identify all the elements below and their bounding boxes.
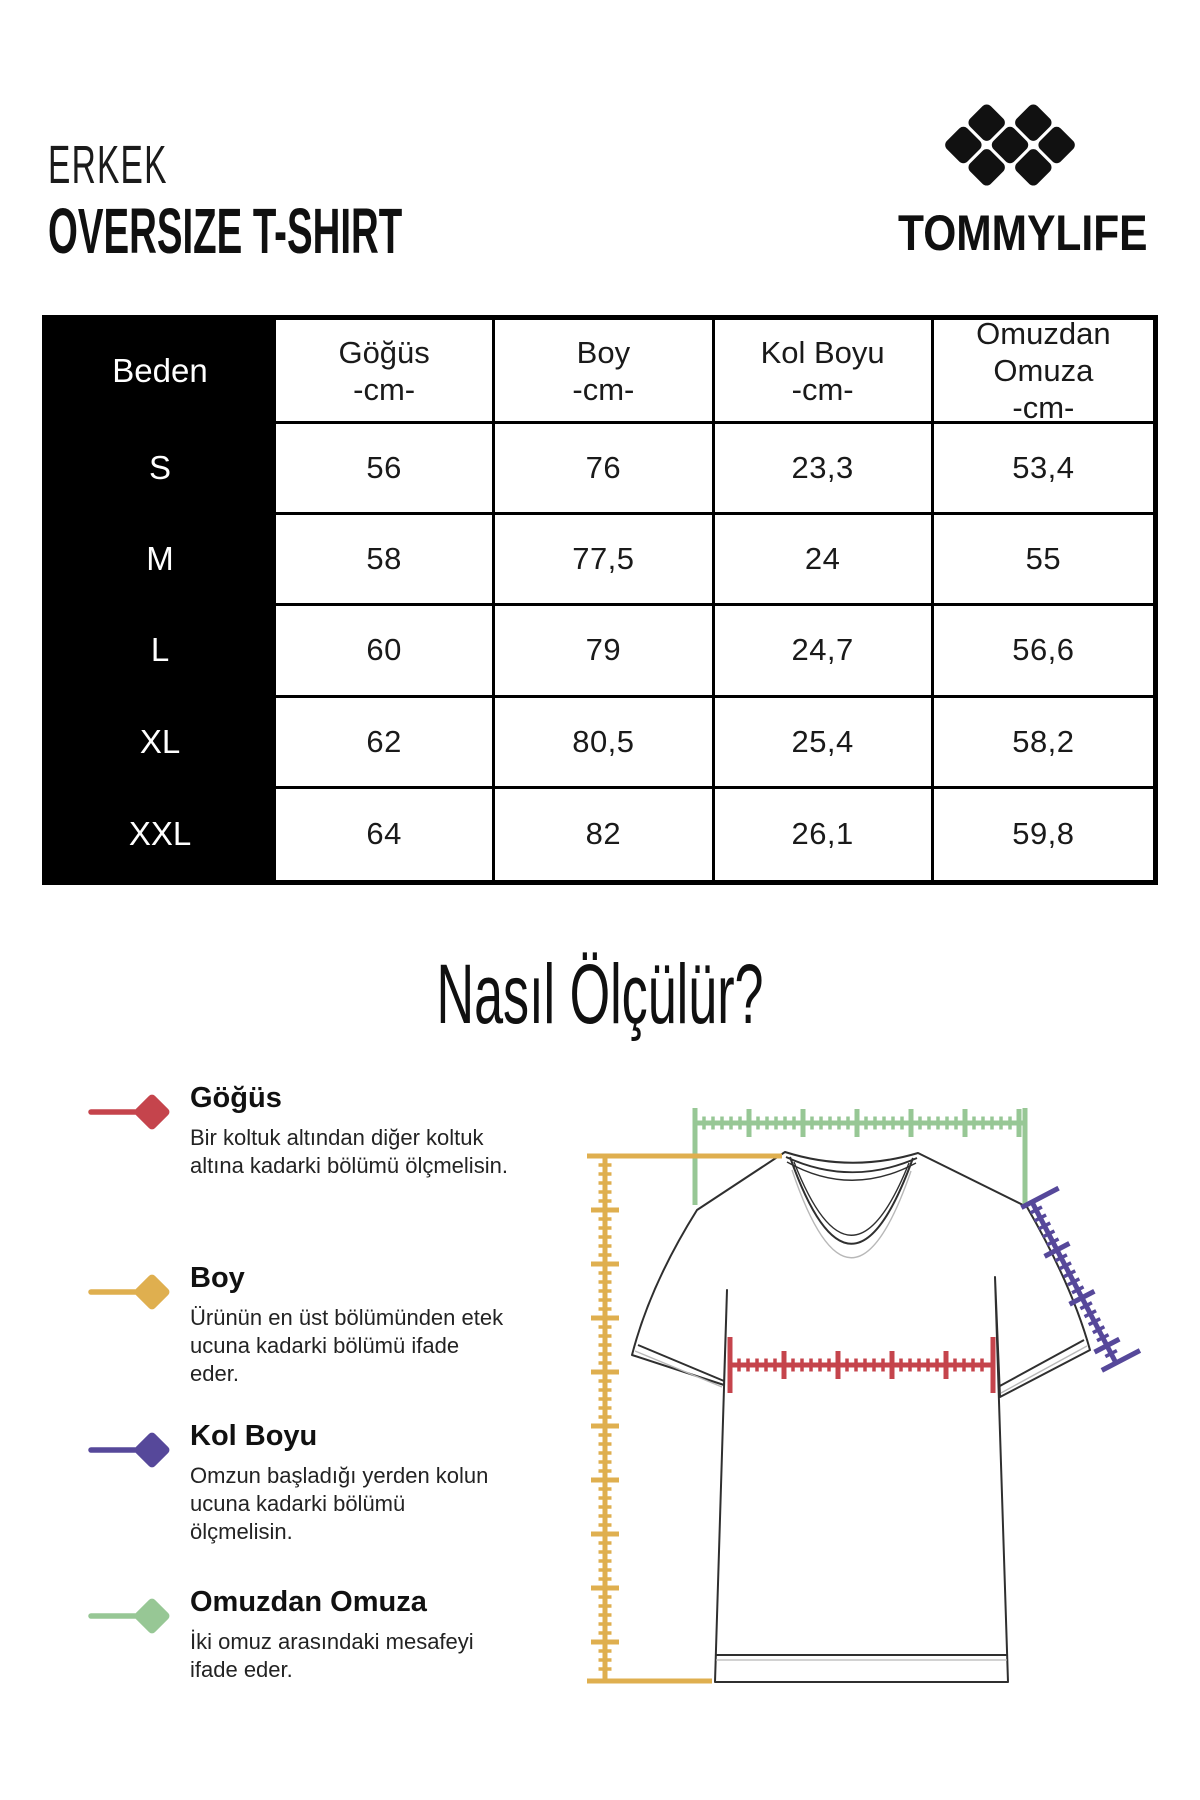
size-table xyxy=(42,315,1158,885)
value-cell: 24 xyxy=(715,515,934,606)
section-title: Nasıl Ölçülür? xyxy=(436,947,764,1041)
diamond-marker-icon xyxy=(88,1588,188,1644)
legend-item-omuzdan-omuza xyxy=(88,1586,488,1684)
value-cell: 26,1 xyxy=(715,789,934,880)
legend-title: Omuzdan Omuza xyxy=(190,1586,427,1618)
legend-description: Bir koltuk altından diğer koltuk altına kadarki bölümü ölçmelisin. xyxy=(190,1125,508,1178)
value-cell: 60 xyxy=(276,606,495,697)
legend-item-gogus xyxy=(88,1082,508,1180)
tshirt-outline xyxy=(632,1152,1090,1682)
table-header-beden: Beden xyxy=(47,320,276,424)
legend-title: Göğüs xyxy=(190,1082,282,1114)
table-header-boy: Boy -cm- xyxy=(495,320,714,424)
size-cell-xl: XL xyxy=(47,698,276,789)
value-cell: 53,4 xyxy=(934,424,1153,515)
legend-item-kol-boyu xyxy=(88,1420,488,1546)
diamond-marker-icon xyxy=(88,1264,188,1320)
diamond-marker-icon xyxy=(88,1084,188,1140)
size-cell-s: S xyxy=(47,424,276,515)
diamond-marker-icon xyxy=(88,1422,188,1478)
size-cell-m: M xyxy=(47,515,276,606)
value-cell: 58 xyxy=(276,515,495,606)
table-header-kol-boyu: Kol Boyu -cm- xyxy=(715,320,934,424)
tommylife-logo-icon xyxy=(942,101,1078,189)
product-title: OVERSIZE T-SHIRT xyxy=(48,195,403,267)
value-cell: 77,5 xyxy=(495,515,714,606)
value-cell: 82 xyxy=(495,789,714,880)
value-cell: 79 xyxy=(495,606,714,697)
legend-title: Kol Boyu xyxy=(190,1420,318,1452)
value-cell: 59,8 xyxy=(1012,816,1075,852)
tshirt-measure-diagram xyxy=(550,1090,1160,1710)
legend-description: İki omuz arasındaki mesafeyi ifade eder. xyxy=(190,1629,474,1682)
size-cell-xxl: XXL xyxy=(47,789,276,880)
value-cell: 62 xyxy=(276,698,495,789)
value-cell: 55 xyxy=(934,515,1153,606)
value-cell: 76 xyxy=(495,424,714,515)
value-cell: 64 xyxy=(276,789,495,880)
value-cell: 23,3 xyxy=(715,424,934,515)
legend-item-boy xyxy=(88,1262,504,1388)
category-title: ERKEK xyxy=(48,135,168,195)
legend-description: Omzun başladığı yerden kolun ucuna kadarki bölümü ölçmelisin. xyxy=(190,1463,489,1544)
size-cell-l: L xyxy=(47,606,276,697)
legend-title: Boy xyxy=(190,1262,245,1294)
value-cell: 56,6 xyxy=(934,606,1153,697)
value-cell: 58,2 xyxy=(934,698,1153,789)
table-header-omuzdan-omuza: Omuzdan Omuza -cm- xyxy=(934,320,1153,424)
brand-name: TOMMYLIFE xyxy=(898,205,1148,261)
value-cell: 56 xyxy=(276,424,495,515)
table-header-gogus: Göğüs -cm- xyxy=(276,320,495,424)
legend-description: Ürünün en üst bölümünden etek ucuna kadarki bölümü ifade eder. xyxy=(190,1305,504,1386)
value-cell: 24,7 xyxy=(715,606,934,697)
value-cell: 80,5 xyxy=(495,698,714,789)
value-cell: 25,4 xyxy=(715,698,934,789)
